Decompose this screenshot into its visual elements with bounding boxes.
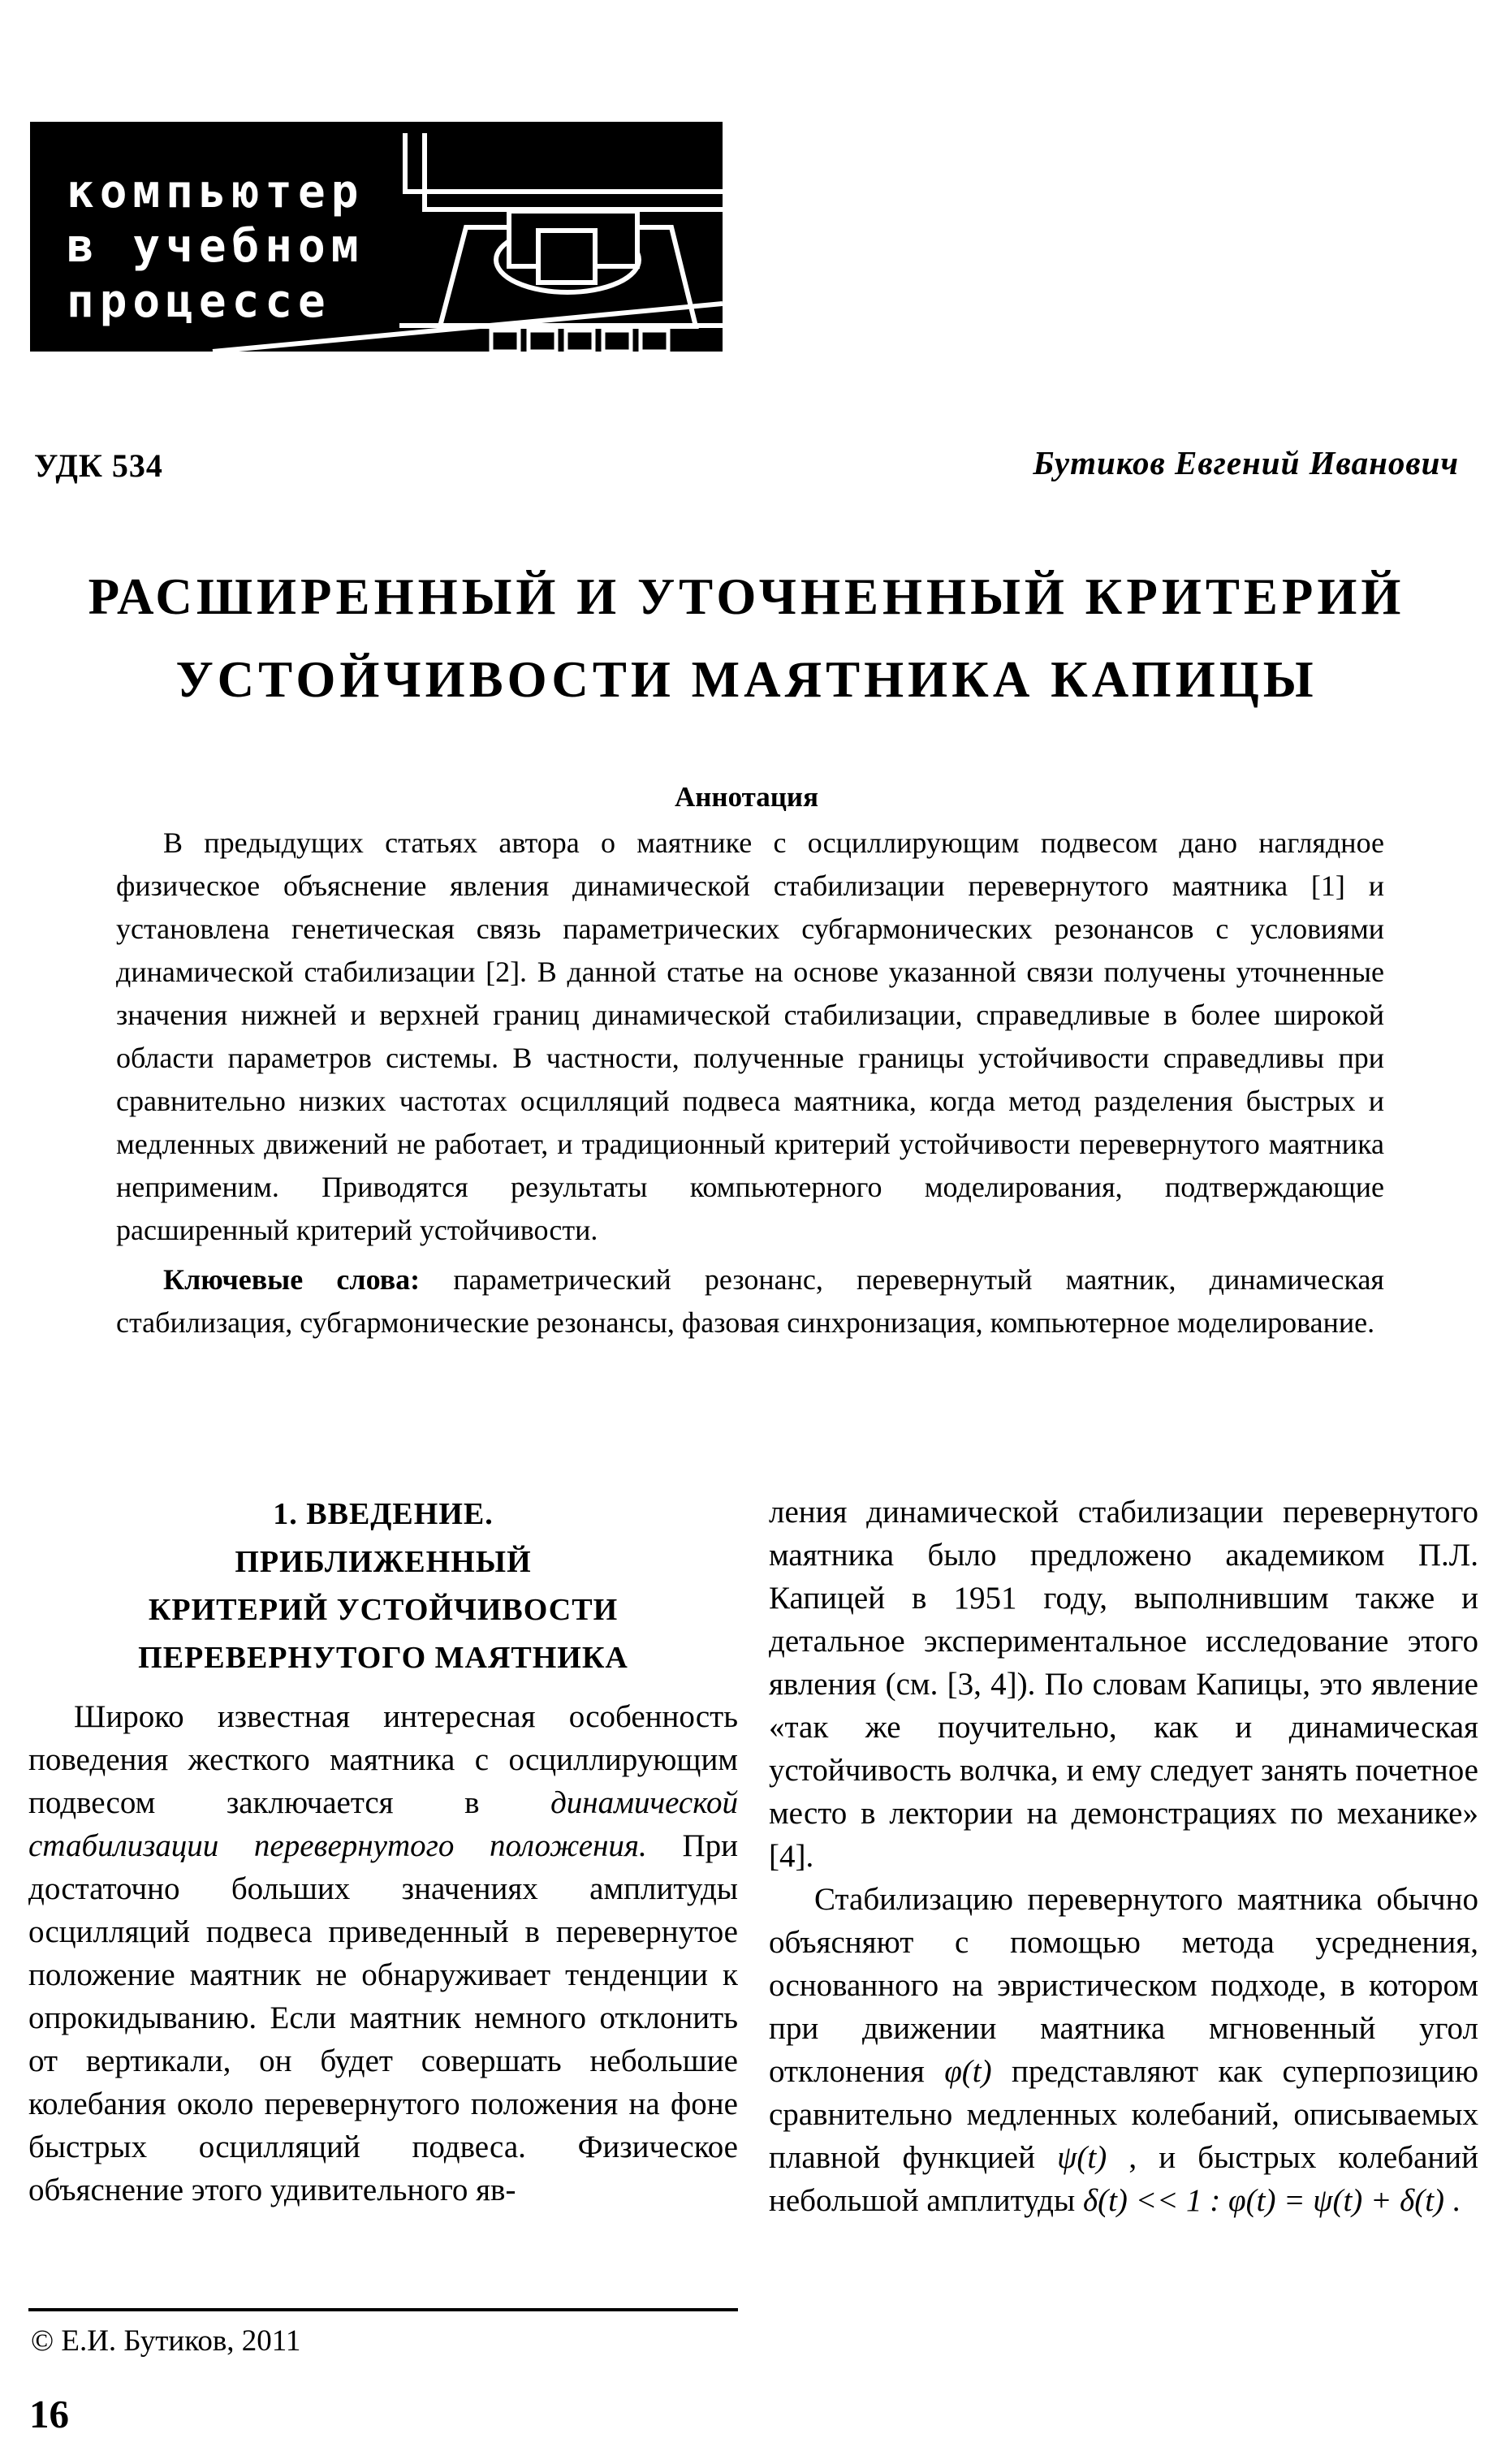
copyright-line: © Е.И. Бутиков, 2011 xyxy=(31,2324,301,2358)
abstract-block xyxy=(116,822,1384,1344)
keyboard-key xyxy=(566,330,593,352)
logo-text-line3: процессе xyxy=(67,275,331,328)
abstract-heading: Аннотация xyxy=(674,781,819,813)
section-heading-line3: КРИТЕРИЙ УСТОЙЧИВОСТИ xyxy=(148,1593,619,1627)
article-title-line1: РАСШИРЕННЫЙ И УТОЧНЕННЫЙ КРИТЕРИЙ xyxy=(88,568,1405,625)
left-paragraph-text: Широко известная интересная особенность поведения жесткого маятника с осциллирующим подвесом заключается в xyxy=(28,1699,738,1820)
keywords-paragraph xyxy=(116,1258,1384,1344)
right-column xyxy=(769,1491,1478,2222)
left-paragraph-text: При достаточно больших значениях амплитуды осцилляций подвеса приведенный в перевернутое положение маятник не обнаруживает тенденции к опрокидыванию. Если маятник немного отклонить от вертикали, он будет совершать небольшие колебания около перевернутого положения на фоне быстрых осцилляций подвеса. Физическое объяснение этого удивительного яв- xyxy=(28,1828,738,2207)
right-column-paragraph-1: ления динамической стабилизации перевернутого маятника было предложено академиком П.Л. Капицей в 1951 году, выполнившим также и детальное экспериментальное исследование этого явления (см. [3, 4]). По словам Капицы, это явление «так же поучительно, как и динамическая устойчивость волчка, и ему следует занять почетное место в лектории на демонстрациях по механике» [4]. xyxy=(769,1495,1478,1874)
monitor-neck xyxy=(538,231,595,283)
article-title-line2: УСТОЙЧИВОСТИ МАЯТНИКА КАПИЦЫ xyxy=(175,651,1318,708)
page-number: 16 xyxy=(29,2392,69,2436)
right-column-paragraph-2 xyxy=(769,1878,1478,2222)
logo-text-line1: компьютер xyxy=(67,166,365,218)
right-paragraph-text: Стабилизацию перевернутого маятника обычно объясняют с помощью метода усреднения, основанного на эвристическом подходе, в котором при движении маятника мгновенный угол отклонения xyxy=(769,1882,1478,2089)
section-heading-line4: ПЕРЕВЕРНУТОГО МАЯТНИКА xyxy=(138,1641,628,1675)
keyboard-key xyxy=(529,330,556,352)
logo-text-line2: в учебном xyxy=(67,220,365,273)
section-heading-line1: 1. ВВЕДЕНИЕ. xyxy=(273,1497,494,1531)
journal-logo xyxy=(30,122,723,352)
keyboard-key xyxy=(491,330,519,352)
author-name: Бутиков Евгений Иванович xyxy=(1033,444,1459,481)
phi-formula: φ(t) xyxy=(944,2054,992,2089)
section-heading xyxy=(28,1491,738,1682)
article-title xyxy=(0,555,1493,721)
right-paragraph-text: . xyxy=(1444,2183,1461,2218)
keyboard-key xyxy=(603,330,631,352)
udc-code: УДК 534 xyxy=(34,447,163,484)
keywords-text: параметрический резонанс, перевернутый маятник, динамическая стабилизация, субгармонические резонансы, фазовая синхронизация, компьютерное моделирование. xyxy=(116,1263,1384,1339)
right-paragraph-text: , и быстрых колебаний небольшой амплитуды xyxy=(769,2140,1478,2218)
left-column xyxy=(28,1491,738,2222)
left-column-paragraph xyxy=(28,1695,738,2212)
left-paragraph-italic-term: динамической стабилизации перевернутого положения. xyxy=(28,1785,738,1863)
keyboard-keys xyxy=(491,330,668,352)
psi-formula: ψ(t) xyxy=(1057,2140,1107,2175)
section-heading-line2: ПРИБЛИЖЕННЫЙ xyxy=(235,1545,532,1579)
right-paragraph-text: представляют как суперпозицию сравнительно медленных колебаний, описываемых плавной функцией xyxy=(769,2054,1478,2175)
keywords-label: Ключевые слова: xyxy=(163,1263,421,1296)
logo-text xyxy=(67,166,364,328)
abstract-text: В предыдущих статьях автора о маятнике с осциллирующим подвесом дано наглядное физическое объяснение явления динамической стабилизации перевернутого маятника [1] и установлена генетическая связь параметрических субгармонических резонансов с условиями динамической стабилизации [2]. В данной статье на основе указанной связи получены уточненные значения нижней и верхней границ динамической стабилизации, справедливые в более широкой области параметров системы. В частности, полученные границы устойчивости справедливы при сравнительно низких частотах осцилляций подвеса маятника, когда метод разделения быстрых и медленных движений не работает, и традиционный критерий устойчивости перевернутого маятника неприменим. Приводятся результаты компьютерного моделирования, подтверждающие расширенный критерий устойчивости. xyxy=(116,826,1384,1246)
keyboard-key xyxy=(641,330,668,352)
footnote-rule xyxy=(28,2308,738,2311)
journal-logo-graphic xyxy=(30,122,723,352)
two-column-body xyxy=(28,1491,1478,2222)
delta-formula: δ(t) << 1 : φ(t) = ψ(t) + δ(t) xyxy=(1082,2183,1445,2218)
